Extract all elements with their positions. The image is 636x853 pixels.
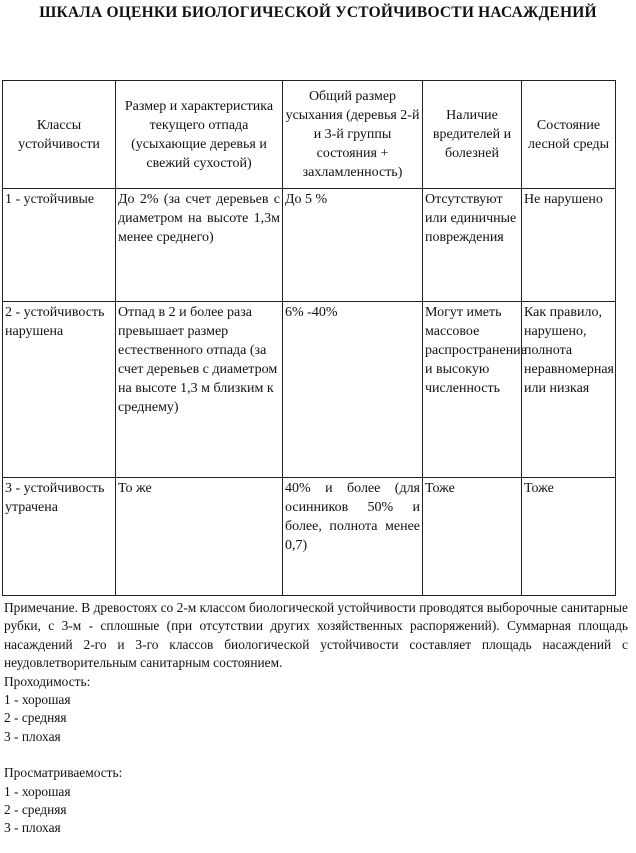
cell-class: 1 - устойчивые — [3, 189, 116, 302]
header-stability-class: Классы устойчивости — [3, 81, 116, 189]
passability-item: 2 - средняя — [4, 710, 67, 726]
table-row — [3, 478, 616, 596]
cell-class: 2 - устойчивость нарушена — [3, 302, 116, 478]
stability-scale-table — [2, 80, 616, 596]
table-row — [3, 189, 616, 302]
page-title: ШКАЛА ОЦЕНКИ БИОЛОГИЧЕСКОЙ УСТОЙЧИВОСТИ НАСАЖДЕНИЙ — [39, 4, 597, 21]
spacer — [4, 746, 628, 764]
cell-fall: Отпад в 2 и более раза превышает размер естественного отпада (за счет деревьев с диаметром на высоте 1,3 м близким к среднему) — [116, 302, 283, 478]
cell-class: 3 - устойчивость утрачена — [3, 478, 116, 596]
cell-environment: Тоже — [522, 478, 616, 596]
cell-environment: Как правило, нарушено, полнота неравномерная или низкая — [522, 302, 616, 478]
cell-environment: Не нарушено — [522, 189, 616, 302]
passability-title: Проходимость: — [4, 673, 91, 689]
cell-fall: То же — [116, 478, 283, 596]
cell-drying: 40% и более (для осинников 50% и более, полнота менее 0,7) — [283, 478, 423, 596]
cell-pests: Отсутствуют или единичные повреждения — [423, 189, 522, 302]
notes-section — [4, 599, 628, 838]
header-forest-environment: Состояние лесной среды — [522, 81, 616, 189]
remark-paragraph: Примечание. В древостоях со 2-м классом биологической устойчивости проводятся выборочные санитарные рубки, с 3-м - сплошные (при отсутствии других хозяйственных распоряжений). Суммарная площадь насаждений 2-го и 3-го классов биологической устойчивости составляет площадь насаждений с неудовлетворительным санитарным состоянием. — [4, 600, 628, 671]
passability-item: 3 - плохая — [4, 728, 61, 744]
visibility-item: 2 - средняя — [4, 802, 67, 818]
passability-item: 1 - хорошая — [4, 692, 71, 708]
cell-drying: 6% -40% — [283, 302, 423, 478]
visibility-item: 1 - хорошая — [4, 783, 71, 799]
cell-pests: Тоже — [423, 478, 522, 596]
visibility-item: 3 - плохая — [4, 820, 61, 836]
cell-fall: До 2% (за счет деревьев с диаметром на высоте 1,3м менее среднего) — [116, 189, 283, 302]
table-row — [3, 302, 616, 478]
table-header-row — [3, 81, 616, 189]
visibility-title: Просматриваемость: — [4, 765, 123, 781]
cell-pests: Могут иметь массовое распространение и высокую численность — [423, 302, 522, 478]
header-pests-diseases: Наличие вредителей и болезней — [423, 81, 522, 189]
header-total-drying: Общий размер усыхания (деревья 2-й и 3-й группы состояния + захламленность) — [283, 81, 423, 189]
cell-drying: До 5 % — [283, 189, 423, 302]
header-current-fall: Размер и характеристика текущего отпада (усыхающие деревья и свежий сухостой) — [116, 81, 283, 189]
